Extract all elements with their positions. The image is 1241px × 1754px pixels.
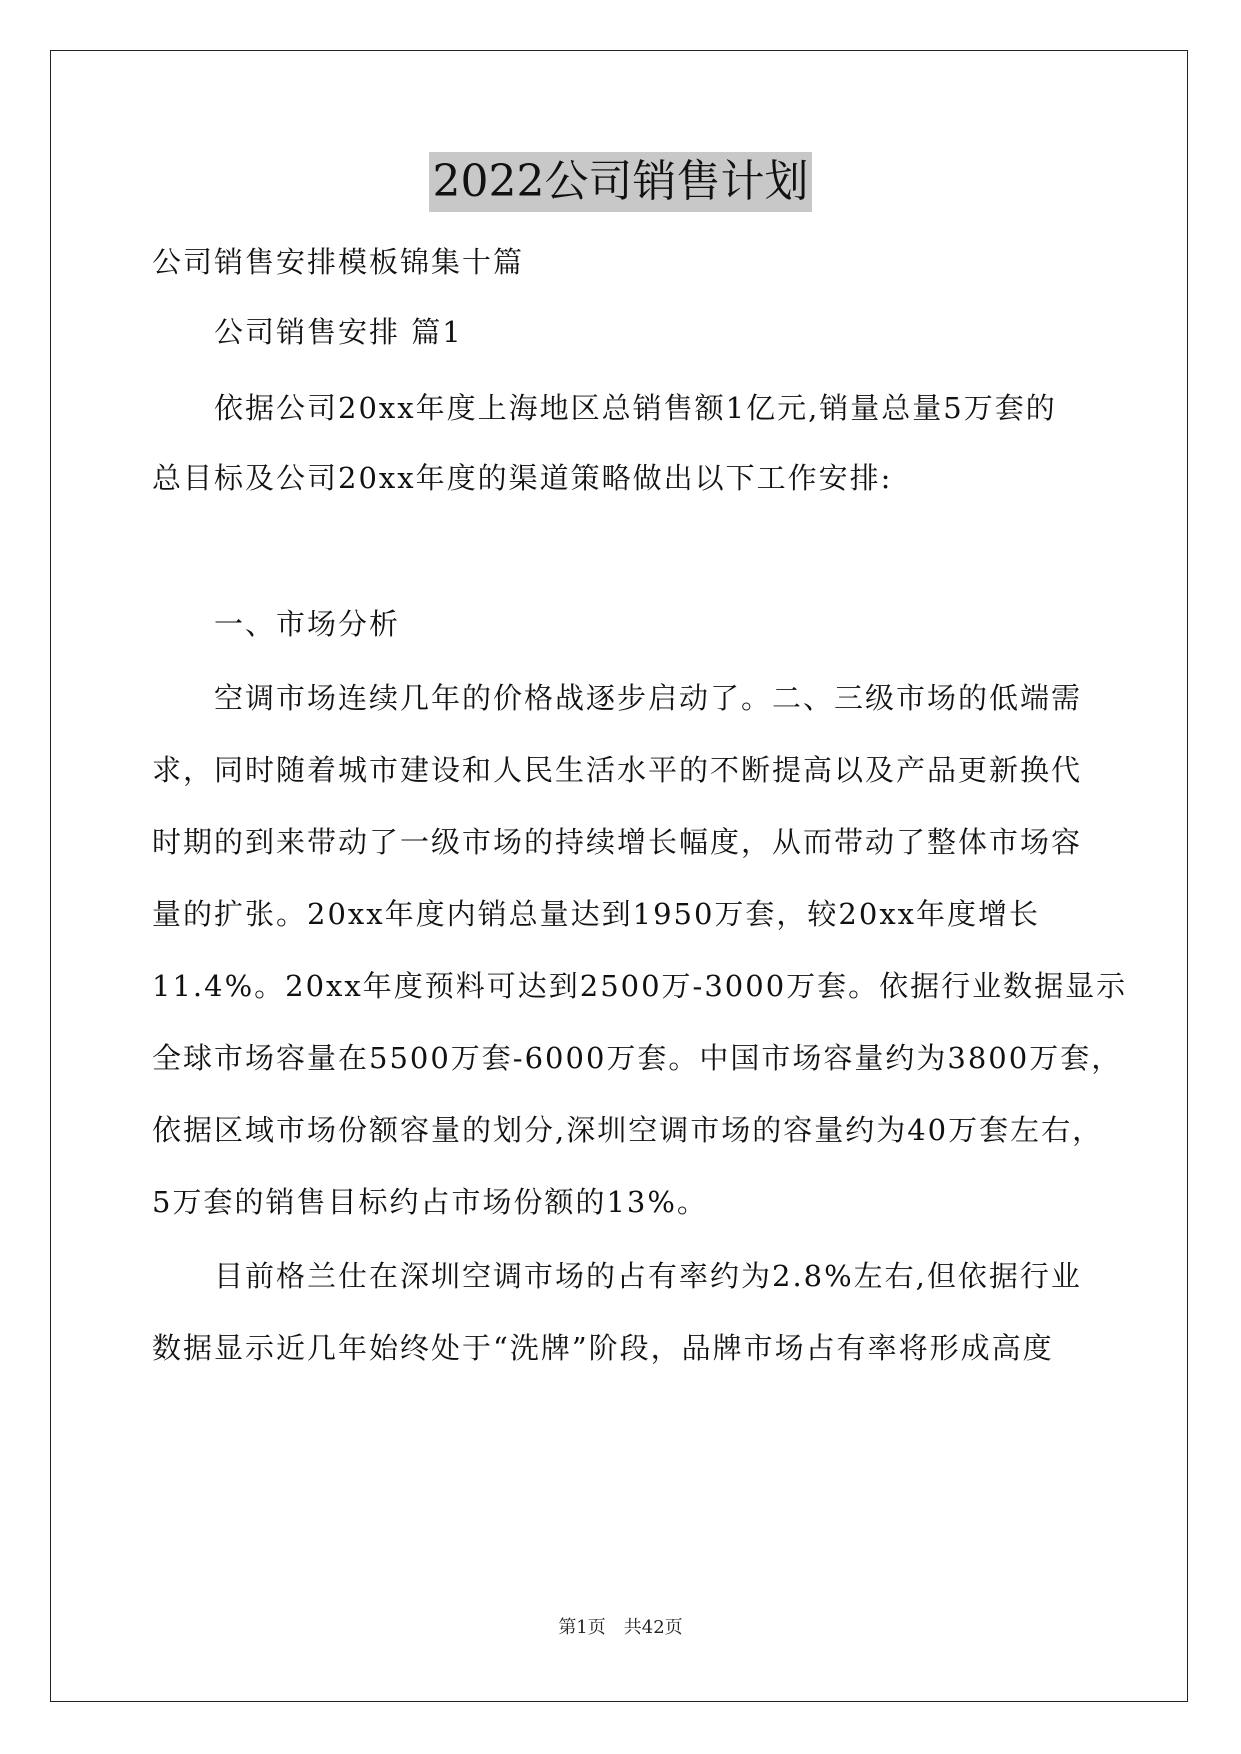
paragraph-line: 全球市场容量在5500万套-6000万套。中国市场容量约为3800万套，	[152, 1041, 1123, 1075]
paragraph-line: 空调市场连续几年的价格战逐步启动了。二、三级市场的低端需	[214, 681, 1083, 715]
paragraph-line: 依据公司20xx年度上海地区总销售额1亿元,销量总量5万套的	[214, 391, 1057, 425]
paragraph-line: 量的扩张。20xx年度内销总量达到1950万套，较20xx年度增长	[152, 897, 1041, 931]
document-subtitle: 公司销售安排模板锦集十篇	[152, 245, 525, 279]
page-number: 第1页 共42页	[558, 1617, 683, 1638]
section-heading-market-analysis: 一、市场分析	[214, 607, 401, 641]
paragraph-line: 数据显示近几年始终处于“洗牌”阶段，品牌市场占有率将形成高度	[152, 1331, 1054, 1365]
paragraph-line: 求，同时随着城市建设和人民生活水平的不断提高以及产品更新换代	[152, 753, 1083, 787]
document-title: 2022公司销售计划	[429, 152, 813, 212]
paragraph-line: 时期的到来带动了一级市场的持续增长幅度，从而带动了整体市场容	[152, 825, 1083, 859]
paragraph-line: 5万套的销售目标约占市场份额的13%。	[152, 1185, 708, 1219]
paragraph-line: 11.4%。20xx年度预料可达到2500万-3000万套。依据行业数据显示	[152, 969, 1128, 1003]
paragraph-line: 依据区域市场份额容量的划分,深圳空调市场的容量约为40万套左右，	[152, 1113, 1104, 1147]
paragraph-line: 目前格兰仕在深圳空调市场的占有率约为2.8%左右,但依据行业	[214, 1259, 1082, 1293]
paragraph-line: 总目标及公司20xx年度的渠道策略做出以下工作安排:	[152, 461, 893, 495]
section-heading: 公司销售安排 篇1	[214, 315, 463, 349]
page-border	[50, 50, 1188, 1702]
